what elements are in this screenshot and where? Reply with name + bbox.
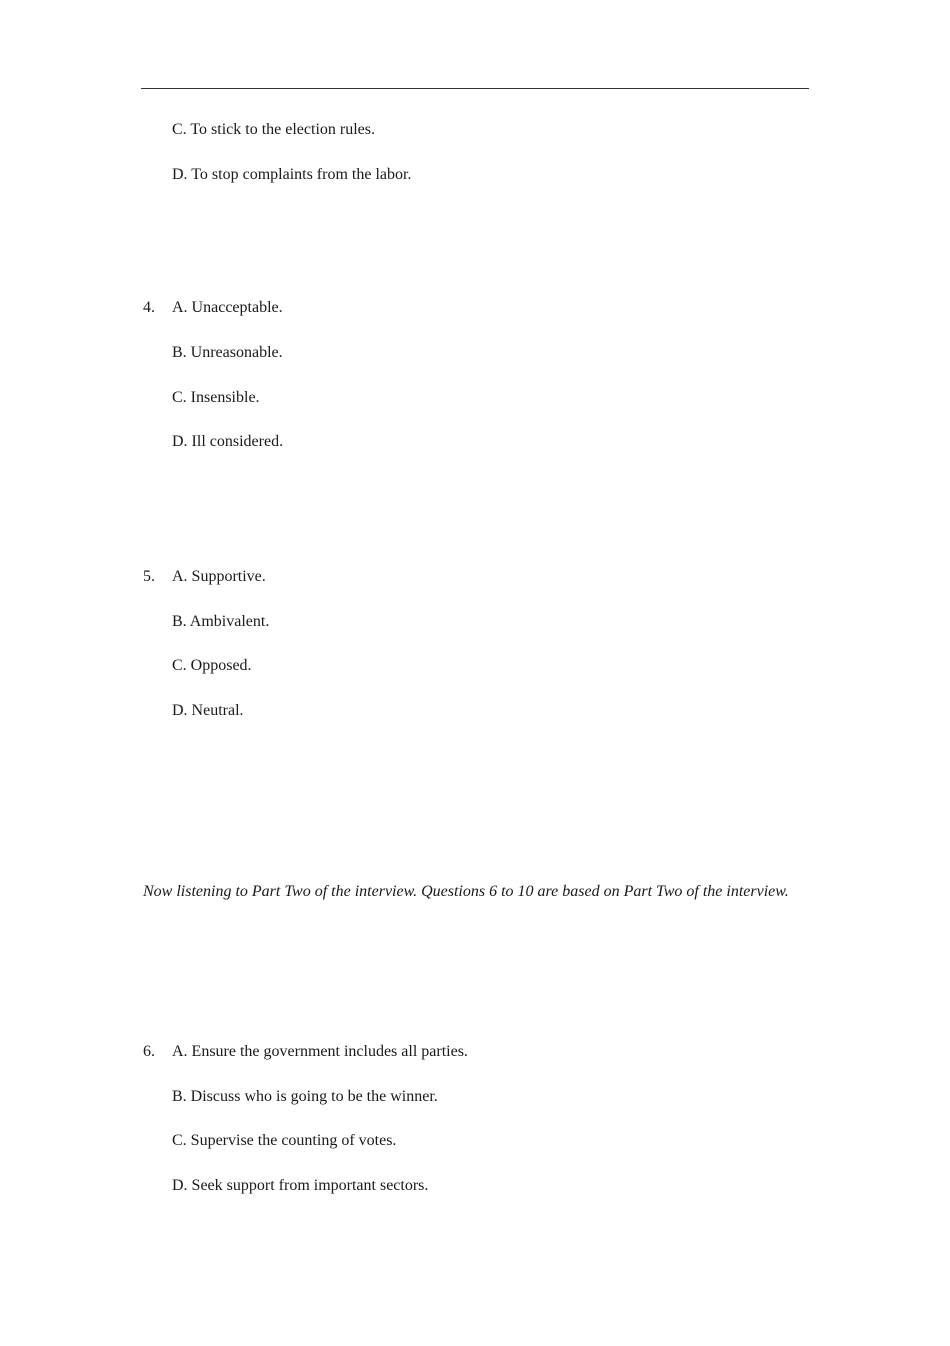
- option-4b: B. Unreasonable.: [172, 344, 283, 361]
- question-6-number: 6.: [143, 1043, 155, 1060]
- option-4c: C. Insensible.: [172, 389, 260, 406]
- option-6b: B. Discuss who is going to be the winner.: [172, 1088, 438, 1105]
- question-5-number: 5.: [143, 568, 155, 585]
- option-6c: C. Supervise the counting of votes.: [172, 1132, 397, 1149]
- option-5a: A. Supportive.: [172, 568, 266, 585]
- option-5d: D. Neutral.: [172, 702, 244, 719]
- option-4d: D. Ill considered.: [172, 433, 284, 450]
- option-6a: A. Ensure the government includes all parties.: [172, 1043, 468, 1060]
- question-4-number: 4.: [143, 299, 155, 316]
- header-rule: [141, 88, 809, 89]
- option-3c: C. To stick to the election rules.: [172, 121, 375, 138]
- option-5c: C. Opposed.: [172, 657, 252, 674]
- option-4a: A. Unacceptable.: [172, 299, 283, 316]
- option-3d: D. To stop complaints from the labor.: [172, 166, 412, 183]
- option-5b: B. Ambivalent.: [172, 613, 270, 630]
- part-two-instruction: Now listening to Part Two of the interview. Questions 6 to 10 are based on Part Two of the interview.: [143, 883, 789, 900]
- option-6d: D. Seek support from important sectors.: [172, 1177, 429, 1194]
